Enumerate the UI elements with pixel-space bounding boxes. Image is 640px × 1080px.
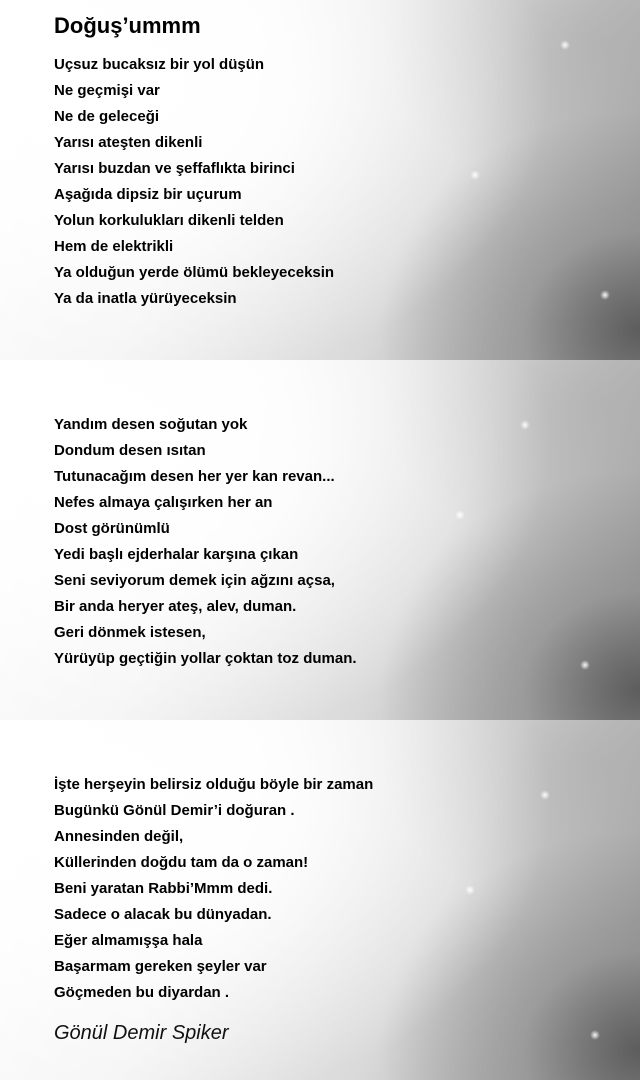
- poem-line: Bir anda heryer ateş, alev, duman.: [54, 598, 297, 615]
- poem-line: Küllerinden doğdu tam da o zaman!: [54, 854, 309, 871]
- sparkle-decoration: [580, 660, 590, 670]
- poem-line: Hem de elektrikli: [54, 238, 174, 255]
- poem-line: Seni seviyorum demek için ağzını açsa,: [54, 572, 335, 589]
- poem-line: Aşağıda dipsiz bir uçurum: [54, 186, 242, 203]
- poem-line: Geri dönmek istesen,: [54, 624, 206, 641]
- stanza-2: [54, 412, 357, 672]
- poem-line: Beni yaratan Rabbi’Mmm dedi.: [54, 880, 273, 897]
- poem-line: Ya da inatla yürüyeceksin: [54, 290, 237, 307]
- poem-line: Yarısı buzdan ve şeffaflıkta birinci: [54, 160, 295, 177]
- poem-line: Ne geçmişi var: [54, 82, 160, 99]
- poem-line: Yarısı ateşten dikenli: [54, 134, 203, 151]
- poem-line: Eğer almamışşa hala: [54, 932, 203, 949]
- poem-line: Ya olduğun yerde ölümü bekleyeceksin: [54, 264, 335, 281]
- poem-line: Yandım desen soğutan yok: [54, 416, 248, 433]
- poem-line: Yolun korkulukları dikenli telden: [54, 212, 284, 229]
- poem-line: Bugünkü Gönül Demir’i doğuran .: [54, 802, 295, 819]
- poem-line: Sadece o alacak bu dünyadan.: [54, 906, 272, 923]
- poem-author: Gönül Demir Spiker: [54, 1022, 229, 1044]
- poem-line: Dost görünümlü: [54, 520, 170, 537]
- poem-line: İşte herşeyin belirsiz olduğu böyle bir zaman: [54, 776, 374, 793]
- sparkle-decoration: [600, 290, 610, 300]
- poem-line: Annesinden değil,: [54, 828, 184, 845]
- poem-line: Ne de geleceği: [54, 108, 160, 125]
- poem-line: Uçsuz bucaksız bir yol düşün: [54, 56, 265, 73]
- sparkle-decoration: [520, 420, 530, 430]
- poem-line: Nefes almaya çalışırken her an: [54, 494, 273, 511]
- poem-line: Tutunacağım desen her yer kan revan...: [54, 468, 335, 485]
- sparkle-decoration: [455, 510, 465, 520]
- poem-line: Göçmeden bu diyardan .: [54, 984, 230, 1001]
- sparkle-decoration: [590, 1030, 600, 1040]
- poem-title: Doğuş’ummm: [54, 13, 201, 38]
- poem-line: Dondum desen ısıtan: [54, 442, 206, 459]
- sparkle-decoration: [560, 40, 570, 50]
- poem-line: Yedi başlı ejderhalar karşına çıkan: [54, 546, 299, 563]
- sparkle-decoration: [540, 790, 550, 800]
- poem-line: Başarmam gereken şeyler var: [54, 958, 267, 975]
- sparkle-decoration: [465, 885, 475, 895]
- poem-panel-2: [0, 360, 640, 720]
- sparkle-decoration: [470, 170, 480, 180]
- poem-panel-1: [0, 0, 640, 360]
- poem-panel-3: [0, 720, 640, 1080]
- stanza-1: [54, 52, 334, 312]
- poem-line: Yürüyüp geçtiğin yollar çoktan toz duman.: [54, 650, 357, 667]
- stanza-3: [54, 772, 373, 1006]
